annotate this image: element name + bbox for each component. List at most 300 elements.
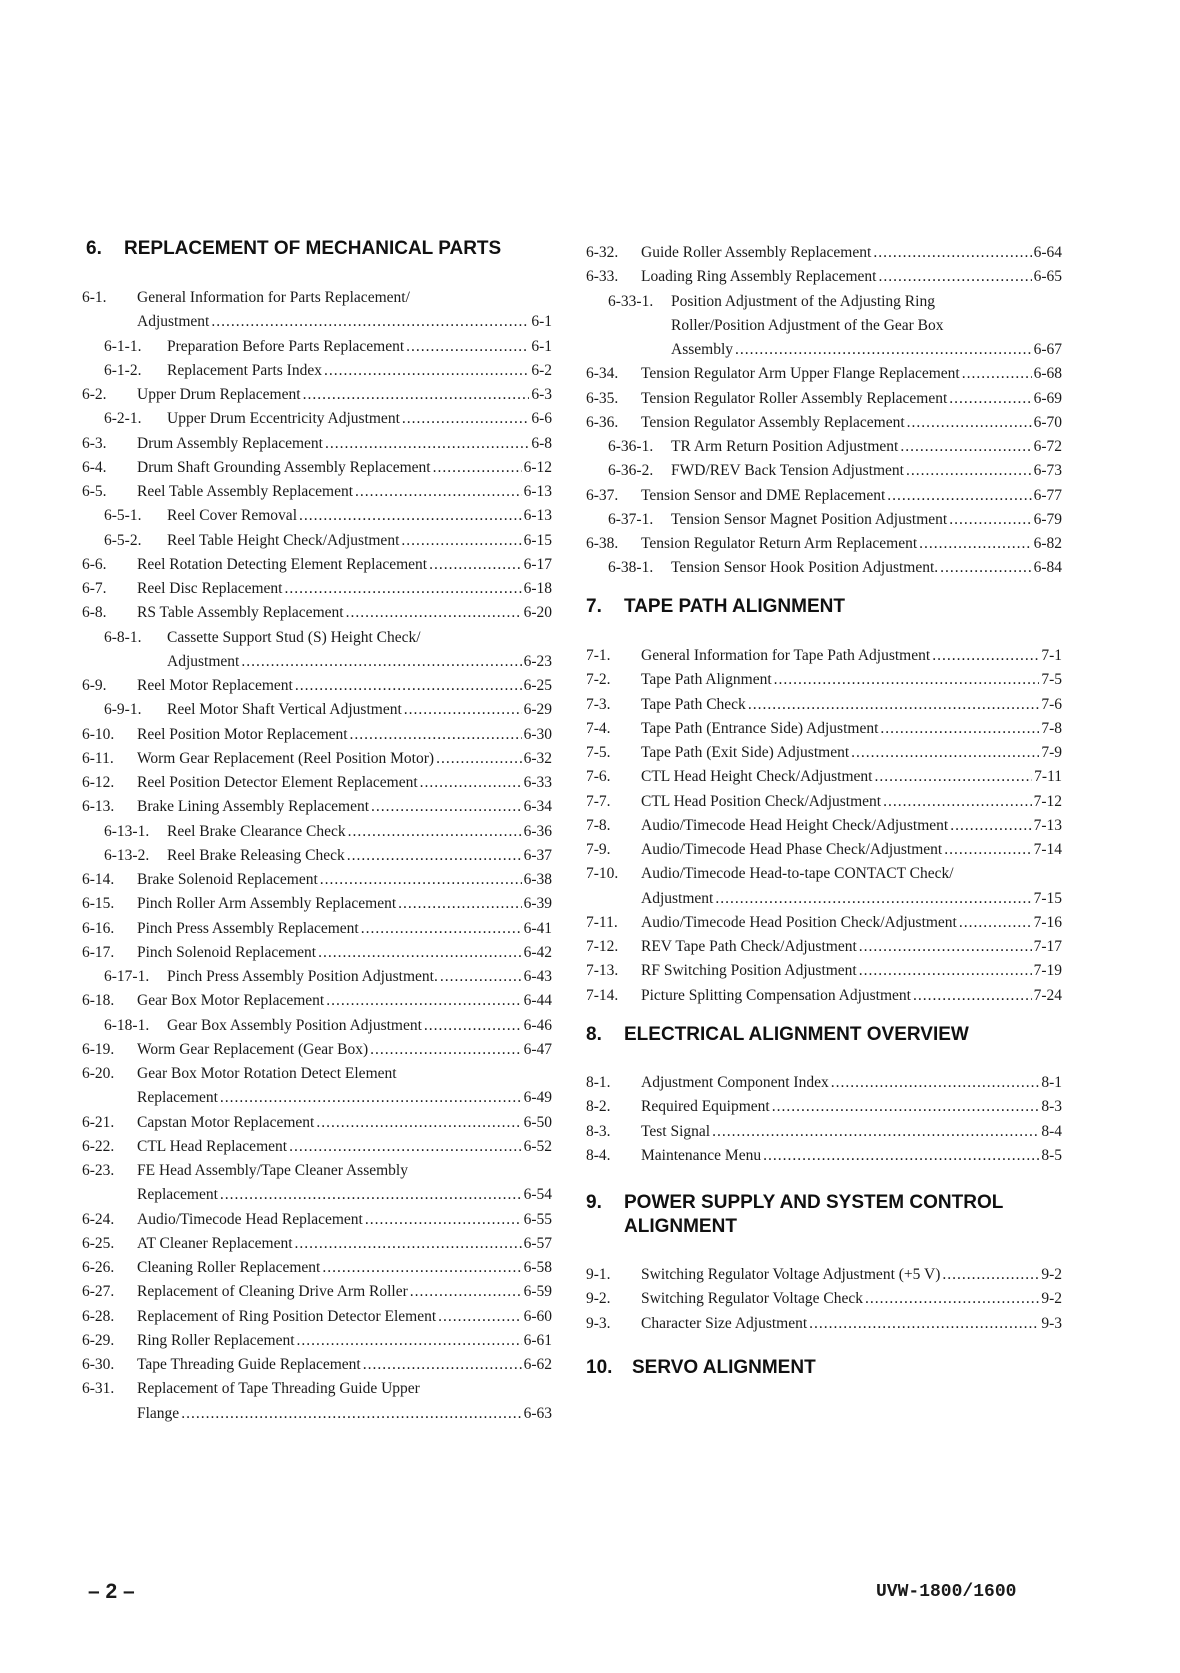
toc-entry-title: Brake Lining Assembly Replacement [137, 798, 370, 816]
toc-entry-number: 6-36-1. [608, 438, 654, 455]
dot-leader [220, 1182, 522, 1207]
toc-entry-page: 6-64 [1033, 244, 1062, 261]
toc-entry-title: Reel Position Motor Replacement [137, 725, 348, 743]
toc-entry [82, 867, 552, 892]
dot-leader [303, 382, 530, 407]
toc-entry-page: 6-60 [523, 1307, 552, 1325]
toc-entry [586, 958, 1062, 983]
dot-leader [944, 837, 1031, 862]
toc-entry-title: Character Size Adjustment [641, 1314, 808, 1332]
toc-entry-number: 6-33. [586, 268, 619, 286]
toc-entry-title: Replacement [137, 1186, 218, 1204]
dot-leader [859, 958, 1032, 983]
toc-entry-title: CTL Head Replacement [137, 1137, 288, 1155]
toc-entry-title: General Information for Parts Replacement/ [137, 289, 410, 306]
dot-leader [715, 886, 1031, 911]
dot-leader [900, 434, 1031, 459]
toc-entry-page: 6-55 [523, 1210, 552, 1228]
toc-entry-number: 6-5. [82, 483, 107, 500]
toc-entry-page: 6-30 [523, 725, 552, 743]
toc-entry-title: Position Adjustment of the Adjusting Ring [671, 292, 935, 310]
toc-entry-title: Preparation Before Parts Replacement [167, 337, 405, 355]
toc-entry-title: Ring Roller Replacement [137, 1331, 295, 1349]
section-number: 10. [586, 1357, 613, 1378]
toc-entry-title: Adjustment [641, 889, 714, 907]
dot-leader [289, 1134, 522, 1159]
toc-entry [586, 934, 1062, 959]
dot-leader [410, 1279, 522, 1304]
toc-entry-title: Pinch Press Assembly Replacement [137, 919, 359, 937]
dot-leader [919, 531, 1031, 556]
toc-entry-page: 6-59 [523, 1283, 552, 1301]
toc-entry [586, 531, 1062, 556]
toc-entry-page: 7-14 [1033, 841, 1062, 858]
toc-entry [82, 431, 552, 456]
toc-entry-number: 8-1. [586, 1074, 611, 1091]
toc-entry-number: 6-36. [586, 413, 619, 431]
toc-entry-page: 6-69 [1033, 389, 1062, 407]
toc-entry-page: 6-1 [531, 337, 552, 355]
toc-entry [82, 746, 552, 771]
dot-leader [440, 964, 522, 989]
toc-entry [586, 1094, 1062, 1119]
toc-entry-page: 6-33 [523, 774, 552, 791]
toc-entry-title: Tension Regulator Arm Upper Flange Replacement [641, 365, 960, 383]
section-title: ELECTRICAL ALIGNMENT OVERVIEW [624, 1024, 969, 1045]
toc-entry-page: 7-9 [1041, 744, 1062, 761]
toc-entry-page: 6-36 [523, 822, 552, 840]
model-number: UVW-1800/1600 [876, 1582, 1017, 1602]
toc-entry [82, 988, 552, 1013]
dot-leader [772, 1094, 1040, 1119]
toc-entry-number: 6-17-1. [104, 968, 150, 985]
toc-entry-title: Pinch Solenoid Replacement [137, 943, 317, 961]
toc-entry-number: 6-1-2. [104, 361, 142, 379]
toc-entry [82, 285, 552, 310]
toc-entry-page: 7-17 [1033, 938, 1062, 955]
toc-entry [586, 716, 1062, 741]
toc-entry-title: Reel Table Assembly Replacement [137, 483, 354, 500]
toc-entry-page: 6-8 [531, 434, 552, 452]
toc-entry-title: TR Arm Return Position Adjustment [671, 438, 899, 455]
toc-entry-title: Audio/Timecode Head Height Check/Adjustment [641, 816, 949, 834]
toc-entry-title: Guide Roller Assembly Replacement [641, 244, 872, 261]
toc-entry [586, 386, 1062, 411]
section-8-heading [586, 1024, 1046, 1050]
toc-entry-title: CTL Head Height Check/Adjustment [641, 768, 873, 786]
toc-entry-number: 7-5. [586, 744, 611, 761]
dot-leader [326, 988, 521, 1013]
toc-entry-number: 9-2. [586, 1290, 611, 1308]
toc-entry [586, 289, 1062, 314]
toc-entry-title: Worm Gear Replacement (Reel Position Motor) [137, 749, 435, 767]
toc-entry [82, 964, 552, 989]
toc-entry-number: 7-10. [586, 865, 619, 883]
toc-entry-title: Switching Regulator Voltage Check [641, 1290, 863, 1308]
toc-entry-number: 6-3. [82, 434, 107, 452]
toc-entry-number: 6-35. [586, 389, 619, 407]
toc-entry-page: 6-65 [1033, 268, 1062, 286]
toc-entry-title: Tension Sensor Magnet Position Adjustment [671, 510, 948, 528]
toc-entry-page: 6-79 [1033, 510, 1062, 528]
toc-entry-title: Reel Rotation Detecting Element Replacement [137, 555, 428, 573]
toc-entry-number: 6-38. [586, 535, 619, 552]
section-title-line2: ALIGNMENT [624, 1216, 737, 1237]
toc-entry-title: Pinch Press Assembly Position Adjustment. [167, 968, 438, 985]
toc-entry-page: 7-8 [1041, 719, 1062, 737]
toc-entry-title: FE Head Assembly/Tape Cleaner Assembly [137, 1162, 408, 1179]
toc-entry-number: 6-16. [82, 919, 115, 937]
toc-entry-number: 7-13. [586, 962, 619, 980]
toc-entry-title: Tape Path Check [641, 695, 746, 713]
dot-leader [361, 916, 522, 941]
dot-leader [295, 673, 522, 698]
dot-leader [370, 1037, 521, 1062]
toc-entry-number: 6-9. [82, 677, 107, 694]
dot-leader [712, 1119, 1039, 1144]
toc-entry [82, 503, 552, 528]
toc-entry [82, 1255, 552, 1280]
toc-entry-page: 6-34 [523, 798, 552, 816]
dot-leader [398, 891, 521, 916]
toc-entry-page: 6-62 [523, 1356, 552, 1373]
toc-entry-title: Test Signal [641, 1122, 711, 1140]
toc-entry-page: 9-3 [1041, 1314, 1062, 1332]
toc-entry-page: 6-13 [523, 507, 552, 525]
toc-entry-title: Reel Brake Clearance Check [167, 822, 346, 840]
dot-leader [318, 940, 522, 965]
dot-leader [735, 337, 1032, 362]
toc-entry [82, 1110, 552, 1135]
toc-entry [82, 843, 552, 868]
toc-entry [82, 1061, 552, 1086]
toc-entry [82, 479, 552, 504]
dot-leader [774, 667, 1040, 692]
toc-entry-title: Adjustment Component Index [641, 1074, 829, 1091]
toc-entry-number: 7-1. [586, 647, 611, 664]
toc-entry [82, 382, 552, 407]
toc-entry-title: Capstan Motor Replacement [137, 1113, 315, 1131]
toc-entry-number: 8-2. [586, 1098, 611, 1116]
toc-entry-number: 6-14. [82, 871, 115, 888]
toc-entry-number: 6-27. [82, 1283, 115, 1301]
section-10-heading [586, 1357, 1046, 1383]
toc-entry [586, 643, 1062, 668]
toc-entry [586, 910, 1062, 935]
toc-entry-title: Drum Assembly Replacement [137, 434, 323, 452]
toc-entry [586, 813, 1062, 838]
toc-entry-number: 6-10. [82, 725, 115, 743]
toc-entry-title: Tension Sensor Hook Position Adjustment. [671, 559, 939, 577]
toc-entry [586, 1286, 1062, 1311]
toc-entry-page: 6-61 [523, 1331, 552, 1349]
dot-leader [883, 789, 1031, 814]
toc-entry [586, 789, 1062, 814]
section-6-heading [86, 238, 546, 264]
dot-leader [365, 1207, 522, 1232]
toc-entry [82, 1037, 552, 1062]
toc-entry-title: Tension Regulator Return Arm Replacement [641, 535, 918, 552]
toc-entry-title: Reel Cover Removal [167, 507, 297, 525]
toc-entry-number: 6-7. [82, 580, 107, 597]
toc-entry-number: 6-23. [82, 1162, 115, 1179]
toc-entry [82, 334, 552, 359]
toc-entry-number: 7-12. [586, 938, 619, 955]
toc-entry-number: 7-3. [586, 695, 611, 713]
toc-entry-title: Replacement [137, 1089, 218, 1107]
dot-leader [211, 309, 529, 334]
toc-entry-page: 6-29 [523, 701, 552, 719]
toc-entry-number: 8-4. [586, 1146, 611, 1164]
toc-entry-title: Reel Table Height Check/Adjustment [167, 531, 400, 549]
toc-entry-number: 6-18. [82, 992, 115, 1010]
toc-entry-page: 6-63 [523, 1404, 552, 1422]
dot-leader [299, 503, 522, 528]
toc-entry-title: Maintenance Menu [641, 1146, 762, 1164]
toc-entry-title: Reel Brake Releasing Check [167, 846, 345, 864]
toc-entry-number: 6-37. [586, 486, 619, 504]
toc-entry-number: 7-11. [586, 913, 618, 931]
dot-leader [420, 770, 522, 795]
toc-entry-number: 7-7. [586, 792, 611, 810]
toc-entry-number: 9-3. [586, 1314, 611, 1332]
toc-entry-number: 6-17. [82, 943, 115, 961]
toc-entry-number: 6-6. [82, 555, 107, 573]
toc-entry-title: Required Equipment [641, 1098, 770, 1116]
dot-leader [346, 600, 522, 625]
dot-leader [220, 1085, 522, 1110]
toc-entry [82, 358, 552, 383]
toc-entry-title: Cleaning Roller Replacement [137, 1259, 321, 1276]
toc-entry-title: Reel Motor Replacement [137, 677, 293, 694]
toc-entry-number: 9-1. [586, 1266, 611, 1283]
toc-entry [82, 770, 552, 795]
toc-entry-number: 6-12. [82, 774, 115, 791]
toc-entry-page: 6-50 [523, 1113, 552, 1131]
dot-leader [913, 983, 1032, 1008]
dot-leader [402, 406, 529, 431]
toc-entry-page: 7-11 [1034, 768, 1062, 786]
toc-entry [82, 1134, 552, 1159]
toc-entry-title: Tape Path Alignment [641, 671, 772, 689]
toc-entry [586, 410, 1062, 435]
toc-entry-title: Audio/Timecode Head-to-tape CONTACT Check/ [641, 865, 954, 883]
toc-entry-title: Reel Position Detector Element Replacement [137, 774, 418, 791]
toc-entry-number: 6-1-1. [104, 337, 142, 355]
toc-entry-number: 6-5-1. [104, 507, 142, 525]
toc-entry [82, 1231, 552, 1256]
toc-entry-page: 6-20 [523, 604, 552, 622]
dot-leader [873, 240, 1031, 265]
toc-entry-page: 6-13 [523, 483, 552, 500]
toc-entry [586, 361, 1062, 386]
dot-leader [880, 716, 1039, 741]
toc-entry-page: 6-46 [523, 1016, 552, 1034]
dot-leader [429, 552, 521, 577]
toc-entry [82, 722, 552, 747]
dot-leader [363, 1352, 522, 1377]
toc-entry-title: Drum Shaft Grounding Assembly Replacement [137, 458, 431, 476]
toc-entry-number: 6-13. [82, 798, 115, 816]
toc-entry-page: 8-4 [1041, 1122, 1062, 1140]
dot-leader [940, 555, 1031, 580]
toc-entry [82, 406, 552, 431]
toc-entry-title: Flange [137, 1404, 180, 1422]
toc-entry [586, 1262, 1062, 1287]
dot-leader [406, 334, 529, 359]
toc-entry-title: Tape Threading Guide Replacement [137, 1356, 361, 1373]
toc-entry [82, 1158, 552, 1183]
dot-leader [401, 528, 521, 553]
toc-entry-title: Roller/Position Adjustment of the Gear Box [671, 316, 944, 334]
toc-entry [82, 891, 552, 916]
dot-leader [831, 1070, 1040, 1095]
toc-entry-page: 6-38 [523, 871, 552, 888]
toc-entry-number: 6-9-1. [104, 701, 142, 719]
dot-leader [907, 410, 1032, 435]
toc-entry-number: 6-28. [82, 1307, 115, 1325]
toc-entry [586, 483, 1062, 508]
dot-leader [748, 692, 1040, 717]
dot-leader [433, 455, 522, 480]
toc-entry [82, 916, 552, 941]
dot-leader [325, 431, 529, 456]
toc-entry-page: 6-70 [1033, 413, 1062, 431]
toc-entry-page: 9-2 [1041, 1290, 1062, 1308]
toc-entry-page: 6-52 [523, 1137, 552, 1155]
dot-leader [865, 1286, 1039, 1311]
toc-entry-title: AT Cleaner Replacement [137, 1234, 293, 1252]
section-7-heading [586, 596, 1046, 622]
toc-entry [82, 528, 552, 553]
toc-entry [586, 1311, 1062, 1336]
toc-entry-page: 7-19 [1033, 962, 1062, 980]
toc-entry-page: 6-68 [1033, 365, 1062, 383]
dot-leader [284, 576, 521, 601]
toc-entry-page: 6-41 [523, 919, 552, 937]
toc-entry [82, 794, 552, 819]
dot-leader [348, 819, 522, 844]
toc-entry-title: Tension Sensor and DME Replacement [641, 486, 886, 504]
toc-entry-title: Gear Box Assembly Position Adjustment [167, 1016, 422, 1034]
toc-entry-number: 6-4. [82, 458, 107, 476]
toc-entry [82, 576, 552, 601]
toc-entry-title: Worm Gear Replacement (Gear Box) [137, 1040, 369, 1058]
toc-entry-title: Tape Path (Exit Side) Adjustment [641, 744, 850, 761]
dot-leader [859, 934, 1032, 959]
section-number: 7. [586, 596, 602, 617]
dot-leader [320, 867, 522, 892]
toc-entry-page: 6-72 [1033, 438, 1062, 455]
toc-entry-page: 6-3 [531, 386, 552, 403]
toc-entry-title: Pinch Roller Arm Assembly Replacement [137, 895, 397, 913]
toc-entry-page: 6-12 [523, 458, 552, 476]
toc-entry-number: 6-2. [82, 386, 107, 403]
toc-entry [82, 1182, 552, 1207]
toc-entry-page: 6-39 [523, 895, 552, 913]
toc-entry-page: 7-15 [1033, 889, 1062, 907]
dot-leader [297, 1328, 522, 1353]
toc-entry-number: 6-1. [82, 289, 107, 306]
toc-entry-number: 6-18-1. [104, 1016, 150, 1034]
toc-entry-page: 6-47 [523, 1040, 552, 1058]
toc-entry-page: 6-67 [1033, 341, 1062, 358]
dot-leader [763, 1143, 1039, 1168]
toc-entry-title: Gear Box Motor Rotation Detect Element [137, 1065, 397, 1082]
toc-entry-number: 6-13-2. [104, 846, 150, 864]
dot-leader [959, 910, 1032, 935]
toc-entry-title: Audio/Timecode Head Phase Check/Adjustment [641, 841, 943, 858]
toc-entry-page: 7-1 [1041, 647, 1062, 664]
toc-entry [586, 313, 1062, 338]
toc-entry [82, 1401, 552, 1426]
toc-entry-title: Gear Box Motor Replacement [137, 992, 325, 1010]
toc-entry [82, 600, 552, 625]
toc-entry-page: 6-58 [523, 1259, 552, 1276]
toc-entry-page: 6-73 [1033, 462, 1062, 480]
toc-entry-number: 6-2-1. [104, 410, 142, 428]
toc-entry-page: 6-82 [1033, 535, 1062, 552]
section-title: SERVO ALIGNMENT [632, 1357, 816, 1378]
toc-entry-number: 6-20. [82, 1065, 115, 1082]
toc-entry-number: 6-33-1. [608, 292, 654, 310]
toc-entry [586, 667, 1062, 692]
toc-entry-number: 7-2. [586, 671, 611, 689]
page-number: – 2 – [88, 1580, 135, 1603]
toc-entry-title: Replacement of Tape Threading Guide Upper [137, 1380, 420, 1398]
toc-entry-title: Picture Splitting Compensation Adjustment [641, 986, 911, 1004]
toc-entry-page: 6-77 [1033, 486, 1062, 504]
toc-entry-number: 8-3. [586, 1122, 611, 1140]
section-number: 6. [86, 238, 102, 259]
toc-entry [586, 1070, 1062, 1095]
toc-entry-title: Assembly [671, 341, 733, 358]
toc-entry-title: Reel Motor Shaft Vertical Adjustment [167, 701, 402, 719]
toc-entry-page: 6-25 [523, 677, 552, 694]
toc-entry [586, 837, 1062, 862]
section-title-line1: POWER SUPPLY AND SYSTEM CONTROL [624, 1192, 1004, 1213]
toc-entry-number: 6-37-1. [608, 510, 654, 528]
toc-entry-title: RS Table Assembly Replacement [137, 604, 344, 622]
toc-entry-page: 6-23 [523, 652, 552, 670]
toc-entry-page: 6-44 [523, 992, 552, 1010]
toc-entry-title: Replacement of Cleaning Drive Arm Roller [137, 1283, 408, 1301]
section-title: TAPE PATH ALIGNMENT [624, 596, 845, 617]
dot-leader [371, 794, 522, 819]
toc-entry-page: 6-37 [523, 846, 552, 864]
toc-entry-page: 6-42 [523, 943, 552, 961]
toc-entry-page: 6-43 [523, 968, 552, 985]
dot-leader [436, 746, 522, 771]
dot-leader [906, 458, 1032, 483]
toc-entry-number: 6-22. [82, 1137, 115, 1155]
toc-entry-title: Audio/Timecode Head Position Check/Adjustment [641, 913, 957, 931]
toc-entry-number: 6-8. [82, 604, 107, 622]
toc-entry-page: 6-54 [523, 1186, 552, 1204]
toc-entry [586, 886, 1062, 911]
toc-entry-page: 7-5 [1041, 671, 1062, 689]
dot-leader [355, 479, 522, 504]
toc-entry-number: 6-5-2. [104, 531, 142, 549]
dot-leader [316, 1110, 521, 1135]
dot-leader [949, 507, 1031, 532]
toc-entry-title: Reel Disc Replacement [137, 580, 283, 597]
dot-leader [295, 1231, 522, 1256]
toc-entry-number: 6-36-2. [608, 462, 654, 480]
toc-entry [82, 940, 552, 965]
toc-entry [82, 1376, 552, 1401]
toc-entry [82, 625, 552, 650]
